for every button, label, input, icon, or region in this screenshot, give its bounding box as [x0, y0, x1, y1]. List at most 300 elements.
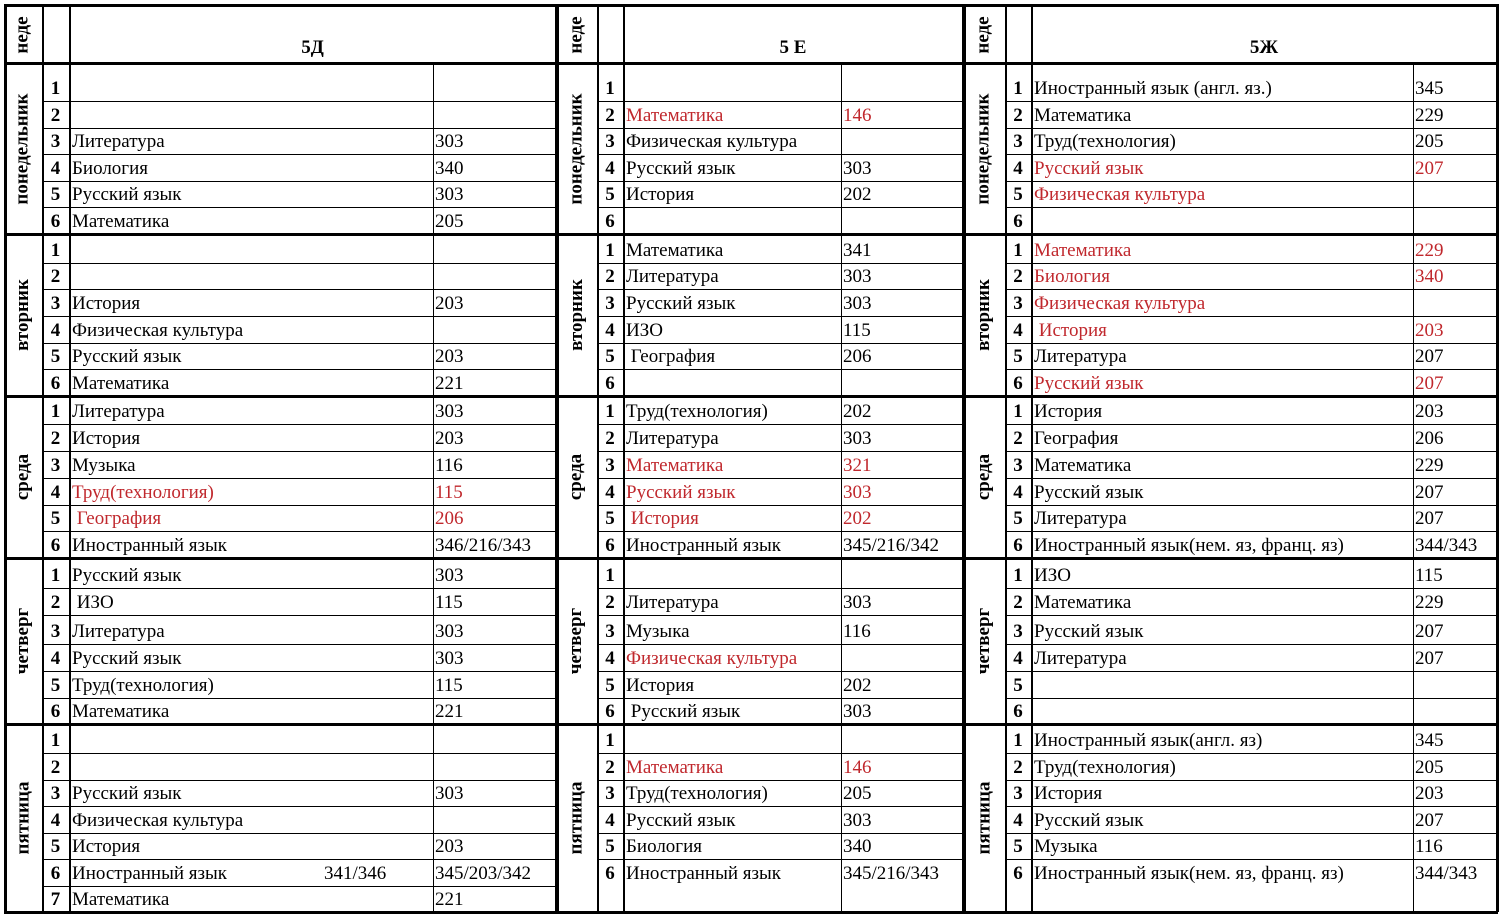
- lesson-room: [841, 212, 963, 232]
- lesson-subject: Русский язык: [626, 810, 736, 831]
- lesson-subject: Математика: [72, 373, 170, 394]
- lesson-subject: [1031, 676, 1413, 696]
- lesson-number: 5: [1013, 346, 1023, 367]
- lesson-number: 4: [1013, 320, 1023, 341]
- lesson-room: 303: [843, 428, 872, 449]
- lesson-subject: Литература: [1034, 346, 1127, 367]
- day-column-border: [42, 4, 44, 912]
- lesson-number: 2: [605, 592, 615, 613]
- lesson-room: [433, 241, 556, 261]
- lesson-subject: Математика: [626, 240, 724, 261]
- lesson-number: 4: [605, 648, 615, 669]
- lesson-subject: [69, 106, 433, 126]
- lesson-number: 6: [605, 535, 615, 556]
- lesson-number: 3: [1013, 783, 1023, 804]
- day-label-text: понедельник: [12, 92, 34, 205]
- lesson-subject: Литература: [1034, 648, 1127, 669]
- lesson-number: 6: [1013, 211, 1023, 232]
- row-separator: [1005, 181, 1497, 182]
- lesson-room: 303: [843, 266, 872, 287]
- lesson-number: 5: [1013, 675, 1023, 696]
- lesson-room: 303: [435, 783, 464, 804]
- row-separator: [42, 531, 556, 532]
- lesson-room: [841, 649, 963, 669]
- lesson-room: 303: [435, 648, 464, 669]
- lesson-number: 1: [50, 730, 61, 751]
- lesson-number: 3: [50, 293, 61, 314]
- lesson-number: 1: [605, 78, 615, 99]
- lesson-number: 4: [1013, 158, 1023, 179]
- day-separator: [963, 233, 1498, 236]
- day-label-text: вторник: [12, 279, 33, 351]
- day-separator: [556, 723, 964, 726]
- lesson-subject: Труд(технология): [1034, 757, 1176, 778]
- lesson-number: 3: [605, 131, 615, 152]
- lesson-number: 2: [605, 266, 615, 287]
- lesson-number: 1: [50, 78, 61, 99]
- lesson-subject: Литература: [626, 266, 719, 287]
- day-label: [556, 396, 597, 558]
- lesson-number: 2: [1013, 592, 1023, 613]
- lesson-room: 221: [435, 889, 464, 910]
- lesson-subject: География: [626, 346, 716, 367]
- row-separator: [597, 289, 963, 290]
- lesson-number: 6: [605, 373, 615, 394]
- lesson-number: 1: [1013, 730, 1023, 751]
- week-header-text: неде: [973, 15, 994, 54]
- lesson-number: 1: [50, 240, 61, 261]
- lesson-subject: Русский язык: [72, 648, 182, 669]
- lesson-number: 1: [1013, 240, 1023, 261]
- lesson-number: 4: [605, 320, 615, 341]
- lesson-room: 303: [843, 293, 872, 314]
- lesson-room: 203: [1415, 320, 1444, 341]
- row-separator: [42, 181, 556, 182]
- lesson-subject: Иностранный язык (англ. яз.): [1034, 78, 1272, 99]
- lesson-room: [1413, 212, 1497, 232]
- row-separator: [597, 505, 963, 506]
- lesson-room: 207: [1415, 621, 1444, 642]
- lesson-room: 344/343: [1415, 535, 1478, 556]
- lesson-number: 2: [1013, 757, 1023, 778]
- lesson-subject: Русский язык: [72, 184, 182, 205]
- lesson-room: 202: [843, 675, 872, 696]
- lesson-number: 3: [1013, 455, 1023, 476]
- lesson-number: 4: [1013, 648, 1023, 669]
- day-separator: [4, 233, 557, 236]
- lesson-number: 5: [605, 836, 615, 857]
- day-label-text: среда: [973, 453, 995, 501]
- lesson-number: 1: [1013, 78, 1023, 99]
- lesson-room: 207: [1415, 482, 1444, 503]
- lesson-room: 229: [1415, 240, 1444, 261]
- lesson-number: 6: [605, 701, 615, 722]
- row-separator: [1005, 859, 1497, 860]
- lesson-subject: Литература: [1034, 508, 1127, 529]
- lesson-subject: Литература: [626, 592, 719, 613]
- lesson-subject: Физическая культура: [1034, 184, 1206, 205]
- day-separator: [963, 723, 1498, 726]
- day-separator: [963, 395, 1498, 398]
- day-label: [4, 63, 42, 234]
- lesson-number: 6: [50, 373, 61, 394]
- lesson-room: 115: [435, 482, 463, 503]
- lesson-room: [433, 267, 556, 287]
- lesson-subject: Математика: [1034, 455, 1132, 476]
- row-separator: [42, 859, 556, 860]
- lesson-subject: [1031, 702, 1413, 722]
- lesson-room: 345: [1415, 730, 1444, 751]
- row-separator: [1005, 806, 1497, 807]
- row-separator: [597, 343, 963, 344]
- lesson-subject: ИЗО: [72, 592, 114, 613]
- lesson-subject: Музыка: [1034, 836, 1098, 857]
- row-separator: [42, 615, 556, 616]
- lesson-room: 229: [1415, 105, 1444, 126]
- lesson-room: 206: [843, 346, 872, 367]
- lesson-subject: Физическая культура: [72, 810, 244, 831]
- lesson-subject: Иностранный язык: [72, 535, 228, 556]
- row-separator: [1005, 833, 1497, 834]
- lesson-room: 303: [435, 621, 464, 642]
- lesson-room: 207: [1415, 810, 1444, 831]
- day-label-text: среда: [565, 453, 587, 501]
- row-separator: [42, 316, 556, 317]
- lesson-number: 3: [50, 783, 61, 804]
- day-column-border: [597, 4, 599, 912]
- day-label: [4, 234, 42, 396]
- row-separator: [42, 478, 556, 479]
- row-separator: [42, 451, 556, 452]
- row-separator: [597, 780, 963, 781]
- row-separator: [42, 154, 556, 155]
- lesson-subject: Иностранный язык: [72, 863, 228, 884]
- row-separator: [42, 753, 556, 754]
- lesson-room: [433, 106, 556, 126]
- subject-column-border: [841, 63, 842, 912]
- lesson-room: 303: [435, 401, 464, 422]
- row-separator: [1005, 478, 1497, 479]
- lesson-room: 221: [435, 701, 464, 722]
- lesson-subject: [623, 731, 841, 751]
- lesson-room: 340: [1415, 266, 1444, 287]
- day-label: [4, 558, 42, 724]
- lesson-number: 4: [1013, 810, 1023, 831]
- lesson-number: 6: [605, 211, 615, 232]
- day-separator: [556, 233, 964, 236]
- outer-left-border: [4, 4, 7, 912]
- lesson-room: 303: [435, 565, 464, 586]
- lesson-number: 4: [50, 482, 61, 503]
- row-separator: [1005, 154, 1497, 155]
- row-separator: [1005, 531, 1497, 532]
- lesson-subject: Русский язык: [1034, 482, 1144, 503]
- lesson-subject: Литература: [626, 428, 719, 449]
- lesson-room: [1413, 702, 1497, 722]
- lesson-room: 116: [435, 455, 463, 476]
- row-separator: [597, 207, 963, 208]
- lesson-room: 229: [1415, 455, 1444, 476]
- lesson-subject: [69, 267, 433, 287]
- class-name-header: 5 Е: [779, 37, 807, 58]
- row-separator: [42, 671, 556, 672]
- row-separator: [597, 833, 963, 834]
- lesson-room: 116: [1415, 836, 1443, 857]
- week-header-label: [4, 6, 42, 63]
- lesson-room: 303: [843, 701, 872, 722]
- row-separator: [42, 343, 556, 344]
- lesson-subject: Литература: [72, 621, 165, 642]
- lesson-room: 202: [843, 401, 872, 422]
- lesson-number: 1: [50, 565, 61, 586]
- lesson-number: 5: [605, 346, 615, 367]
- lesson-number: 4: [50, 320, 61, 341]
- row-separator: [597, 588, 963, 589]
- lesson-subject: История: [1034, 783, 1103, 804]
- lesson-subject: Русский язык: [626, 482, 736, 503]
- lesson-room: 345/203/342: [435, 863, 532, 884]
- subject-column-border: [1413, 63, 1414, 912]
- row-separator: [597, 128, 963, 129]
- row-separator: [42, 780, 556, 781]
- lesson-number: 1: [605, 401, 615, 422]
- lesson-subject: Труд(технология): [72, 482, 214, 503]
- day-separator: [4, 557, 557, 560]
- lesson-number: 4: [1013, 482, 1023, 503]
- lesson-room: 346/216/343: [435, 535, 532, 556]
- lesson-subject: Труд(технология): [626, 401, 768, 422]
- lesson-room: 340: [843, 836, 872, 857]
- lesson-subject: География: [1034, 428, 1119, 449]
- lesson-room: 207: [1415, 346, 1444, 367]
- lesson-subject: Русский язык: [626, 293, 736, 314]
- day-label-text: вторник: [973, 279, 994, 351]
- lesson-room: 203: [1415, 401, 1444, 422]
- lesson-subject: Математика: [72, 211, 170, 232]
- lesson-subject: [623, 212, 841, 232]
- row-separator: [42, 806, 556, 807]
- lesson-subject: Физическая культура: [1034, 293, 1206, 314]
- row-separator: [597, 644, 963, 645]
- lesson-room: 303: [843, 482, 872, 503]
- lesson-subject: Математика: [1034, 240, 1132, 261]
- lesson-room: 205: [843, 783, 872, 804]
- lesson-room: 116: [843, 621, 871, 642]
- lesson-number: 6: [1013, 863, 1023, 884]
- lesson-number: 4: [50, 158, 61, 179]
- lesson-number: 6: [1013, 535, 1023, 556]
- day-label-text: пятница: [565, 781, 587, 855]
- lesson-subject: Русский язык: [1034, 810, 1144, 831]
- day-separator: [963, 557, 1498, 560]
- lesson-number: 4: [605, 482, 615, 503]
- lesson-number: 6: [50, 211, 61, 232]
- day-label: [556, 234, 597, 396]
- day-label-text: среда: [12, 453, 34, 501]
- lesson-number: 3: [1013, 621, 1023, 642]
- row-separator: [597, 316, 963, 317]
- lesson-number: 4: [605, 158, 615, 179]
- lesson-subject: История: [626, 184, 695, 205]
- day-label-text: понедельник: [565, 92, 587, 205]
- lesson-room: 221: [435, 373, 464, 394]
- lesson-room: 203: [435, 836, 464, 857]
- day-label-text: пятница: [12, 781, 33, 855]
- row-separator: [1005, 671, 1497, 672]
- row-separator: [1005, 588, 1497, 589]
- lesson-subject: Музыка: [626, 621, 690, 642]
- lesson-number: 5: [605, 184, 615, 205]
- lesson-subject: Биология: [626, 836, 703, 857]
- lesson-room: 344/343: [1415, 863, 1478, 884]
- lesson-room: 207: [1415, 158, 1444, 179]
- day-label: [963, 396, 1005, 558]
- lesson-room: 146: [843, 757, 872, 778]
- lesson-subject: Математика: [72, 701, 170, 722]
- lesson-room: [1413, 676, 1497, 696]
- lesson-room: 203: [435, 428, 464, 449]
- lesson-number: 2: [50, 105, 61, 126]
- header-bottom-border: [963, 62, 1498, 65]
- lesson-subject: Математика: [1034, 592, 1132, 613]
- week-header-label: [963, 6, 1005, 63]
- lesson-number: 5: [605, 675, 615, 696]
- row-separator: [597, 615, 963, 616]
- lesson-room: [433, 731, 556, 751]
- lesson-subject: Русский язык: [626, 701, 741, 722]
- row-separator: [1005, 343, 1497, 344]
- lesson-number: 1: [1013, 401, 1023, 422]
- day-label: [556, 558, 597, 724]
- number-column-border: [69, 4, 71, 912]
- row-separator: [597, 154, 963, 155]
- lesson-room: 345: [1415, 78, 1444, 99]
- row-separator: [1005, 316, 1497, 317]
- row-separator: [42, 698, 556, 699]
- lesson-number: 1: [605, 565, 615, 586]
- lesson-number: 2: [1013, 428, 1023, 449]
- day-label: [963, 234, 1005, 396]
- lesson-subject: [69, 79, 433, 99]
- lesson-room: [433, 758, 556, 778]
- row-separator: [1005, 698, 1497, 699]
- lesson-number: 5: [50, 836, 61, 857]
- lesson-number: 3: [50, 621, 61, 642]
- lesson-room: [841, 374, 963, 394]
- row-separator: [1005, 424, 1497, 425]
- lesson-number: 6: [605, 863, 615, 884]
- row-separator: [42, 644, 556, 645]
- row-separator: [1005, 780, 1497, 781]
- header-top-border: [4, 4, 557, 7]
- lesson-number: 2: [605, 428, 615, 449]
- day-label-text: понедельник: [973, 92, 995, 205]
- lesson-subject: Физическая культура: [72, 320, 244, 341]
- row-separator: [42, 505, 556, 506]
- lesson-subject: Труд(технология): [1034, 131, 1176, 152]
- lesson-subject: [623, 566, 841, 586]
- lesson-subject: [69, 731, 433, 751]
- day-label-text: четверг: [12, 607, 33, 675]
- lesson-room: [841, 79, 963, 99]
- lesson-room: 115: [435, 592, 463, 613]
- row-separator: [597, 424, 963, 425]
- lesson-number: 5: [1013, 508, 1023, 529]
- lesson-number: 4: [605, 810, 615, 831]
- lesson-subject: Литература: [72, 131, 165, 152]
- row-separator: [597, 181, 963, 182]
- week-header-label: [556, 6, 597, 63]
- lesson-room: [433, 811, 556, 831]
- lesson-room: 340: [435, 158, 464, 179]
- lesson-room: [841, 731, 963, 751]
- lesson-extra-room: 341/346: [324, 863, 387, 884]
- lesson-number: 6: [50, 701, 61, 722]
- lesson-number: 3: [605, 293, 615, 314]
- lesson-room: 115: [1415, 565, 1443, 586]
- row-separator: [42, 588, 556, 589]
- lesson-subject: История: [72, 836, 141, 857]
- lesson-subject: Труд(технология): [72, 675, 214, 696]
- day-column-border: [1005, 4, 1007, 912]
- lesson-subject: Русский язык: [72, 565, 182, 586]
- lesson-number: 3: [50, 131, 61, 152]
- outer-left-border: [556, 4, 559, 912]
- day-label-text: пятница: [973, 781, 994, 855]
- lesson-subject: Физическая культура: [626, 648, 798, 669]
- lesson-subject: Математика: [626, 757, 724, 778]
- row-separator: [597, 859, 963, 860]
- row-separator: [42, 886, 556, 887]
- lesson-number: 1: [50, 401, 61, 422]
- lesson-subject: Труд(технология): [626, 783, 768, 804]
- lesson-number: 5: [50, 346, 61, 367]
- row-separator: [42, 263, 556, 264]
- lesson-subject: Русский язык: [72, 346, 182, 367]
- lesson-number: 3: [605, 621, 615, 642]
- lesson-room: 115: [843, 320, 871, 341]
- lesson-number: 2: [1013, 105, 1023, 126]
- row-separator: [42, 424, 556, 425]
- day-label: [963, 558, 1005, 724]
- lesson-room: [433, 79, 556, 99]
- row-separator: [597, 753, 963, 754]
- day-separator: [4, 723, 557, 726]
- lesson-room: 229: [1415, 592, 1444, 613]
- outer-right-border: [1496, 4, 1499, 912]
- day-separator: [556, 395, 964, 398]
- lesson-subject: Иностранный язык(нем. яз, франц. яз): [1034, 863, 1344, 884]
- lesson-room: 345/216/342: [843, 535, 940, 556]
- row-separator: [42, 289, 556, 290]
- lesson-room: 207: [1415, 648, 1444, 669]
- row-separator: [1005, 207, 1497, 208]
- lesson-subject: Математика: [626, 455, 724, 476]
- lesson-room: 202: [843, 508, 872, 529]
- number-column-border: [623, 4, 625, 912]
- lesson-room: 206: [1415, 428, 1444, 449]
- row-separator: [1005, 753, 1497, 754]
- lesson-subject: Биология: [1034, 266, 1111, 287]
- lesson-subject: Математика: [72, 889, 170, 910]
- lesson-room: 207: [1415, 373, 1444, 394]
- lesson-subject: Иностранный язык(англ. яз): [1034, 730, 1263, 751]
- row-separator: [42, 101, 556, 102]
- lesson-number: 5: [605, 508, 615, 529]
- lesson-room: 146: [843, 105, 872, 126]
- lesson-subject: Русский язык: [1034, 621, 1144, 642]
- lesson-number: 3: [605, 783, 615, 804]
